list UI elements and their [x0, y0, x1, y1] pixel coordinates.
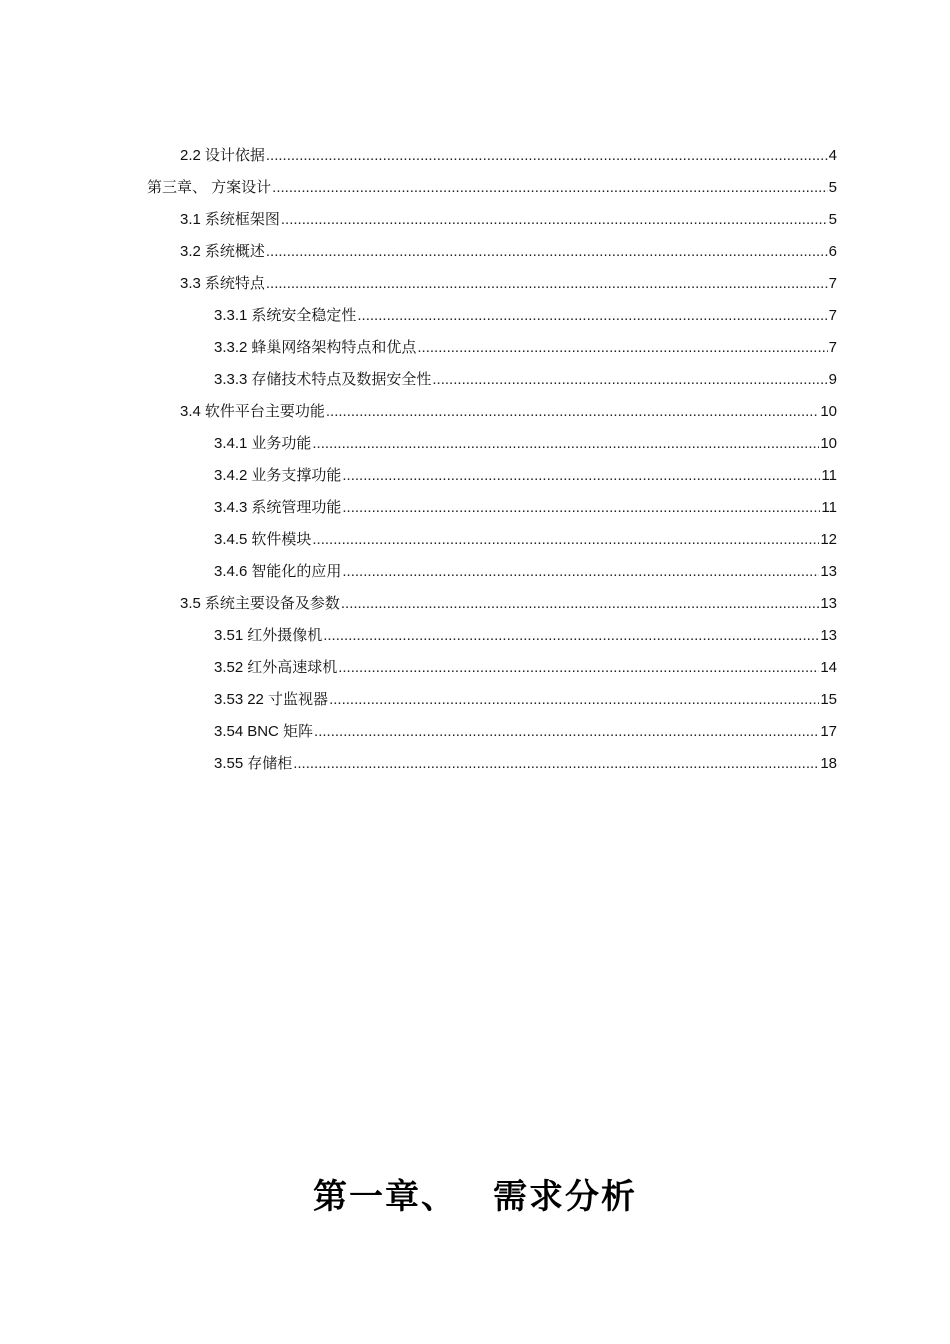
toc-entry-title: 业务支撑功能 [251, 467, 342, 484]
chapter-heading [0, 1171, 950, 1223]
toc-entry-page: 13 [820, 563, 837, 580]
toc-entry-number: 3.3 [180, 275, 201, 292]
toc-entry[interactable] [180, 140, 837, 172]
toc-entry-title: 设计依据 [204, 147, 265, 164]
toc-entry[interactable] [214, 428, 837, 460]
toc-entry-title: 红外高速球机 [247, 659, 338, 676]
toc-entry-number: 3.2 [180, 243, 201, 260]
toc-entry-title: 系统主要设备及参数 [204, 595, 340, 612]
toc-entry-title: BNC 矩阵 [247, 723, 314, 740]
toc-dot-leader [293, 748, 819, 780]
toc-entry-page: 14 [820, 659, 837, 676]
toc-entry-title: 系统特点 [204, 275, 265, 292]
toc-entry[interactable] [214, 556, 837, 588]
toc-dot-leader [314, 716, 819, 748]
toc-entry[interactable] [214, 332, 837, 364]
toc-entry[interactable] [214, 460, 837, 492]
toc-entry-page: 11 [821, 499, 837, 516]
toc-entry-page: 10 [820, 403, 837, 420]
toc-entry-page: 13 [820, 627, 837, 644]
toc-entry-title: 软件平台主要功能 [204, 403, 325, 420]
toc-entry-number: 3.5 [180, 595, 201, 612]
toc-dot-leader [342, 492, 820, 524]
toc-entry-number: 3.3.1 [214, 307, 248, 324]
toc-entry-title: 蜂巢网络架构特点和优点 [251, 339, 417, 356]
toc-entry-page: 13 [820, 595, 837, 612]
toc-entry-title: 系统框架图 [204, 211, 280, 228]
toc-dot-leader [432, 364, 827, 396]
toc-entry-page: 4 [828, 147, 837, 164]
toc-entry[interactable] [180, 588, 837, 620]
toc-entry-title: 系统管理功能 [251, 499, 342, 516]
toc-entry[interactable] [214, 364, 837, 396]
toc-dot-leader [266, 140, 828, 172]
toc-entry-page: 15 [820, 691, 837, 708]
toc-dot-leader [323, 620, 819, 652]
chapter-label: 第一章、 [313, 1176, 457, 1217]
toc-entry-page: 5 [828, 211, 837, 228]
toc-entry[interactable] [214, 524, 837, 556]
toc-entry-page: 7 [828, 307, 837, 324]
toc-dot-leader [342, 556, 819, 588]
toc-entry-number: 2.2 [180, 147, 201, 164]
toc-dot-leader [312, 524, 819, 556]
toc-entry-number: 3.4.2 [214, 467, 248, 484]
toc-dot-leader [342, 460, 820, 492]
toc-entry-page: 9 [828, 371, 837, 388]
toc-dot-leader [329, 684, 819, 716]
toc-entry-number: 3.4.5 [214, 531, 248, 548]
toc-dot-leader [417, 332, 827, 364]
toc-entry-title: 存储柜 [247, 755, 293, 772]
toc-entry-title: 第三章、 方案设计 [147, 179, 272, 196]
toc-entry-number: 3.4.3 [214, 499, 248, 516]
toc-entry-number: 3.3.3 [214, 371, 248, 388]
toc-entry-number: 3.51 [214, 627, 244, 644]
toc-entry[interactable] [214, 748, 837, 780]
toc-entry-title: 红外摄像机 [247, 627, 323, 644]
toc-entry[interactable] [180, 204, 837, 236]
toc-entry-number: 3.4 [180, 403, 201, 420]
toc-entry-page: 11 [821, 467, 837, 484]
toc-dot-leader [266, 268, 828, 300]
toc-entry[interactable] [214, 492, 837, 524]
toc-entry-number: 3.55 [214, 755, 244, 772]
toc-dot-leader [266, 236, 828, 268]
toc-entry[interactable] [180, 396, 837, 428]
toc-entry-title: 智能化的应用 [251, 563, 342, 580]
toc-entry[interactable] [214, 652, 837, 684]
toc-entry-page: 7 [828, 339, 837, 356]
toc-entry-number: 3.54 [214, 723, 244, 740]
toc-dot-leader [338, 652, 819, 684]
toc-entry-page: 10 [820, 435, 837, 452]
toc-entry-number: 3.4.6 [214, 563, 248, 580]
toc-dot-leader [341, 588, 819, 620]
toc-entry-title: 存储技术特点及数据安全性 [251, 371, 432, 388]
toc-entry-page: 12 [820, 531, 837, 548]
toc-dot-leader [357, 300, 827, 332]
toc-entry-title: 业务功能 [251, 435, 312, 452]
toc-entry[interactable] [180, 268, 837, 300]
toc-entry[interactable] [214, 620, 837, 652]
toc-entry-page: 17 [820, 723, 837, 740]
toc-entry-page: 6 [828, 243, 837, 260]
toc-entry[interactable] [214, 684, 837, 716]
toc-entry[interactable] [214, 716, 837, 748]
toc-entry-title: 软件模块 [251, 531, 312, 548]
toc-entry-title: 系统安全稳定性 [251, 307, 357, 324]
toc-entry-title: 22 寸监视器 [247, 691, 329, 708]
toc-entry-number: 3.4.1 [214, 435, 248, 452]
toc-dot-leader [281, 204, 828, 236]
toc-entry-page: 18 [820, 755, 837, 772]
toc-entry-number: 3.3.2 [214, 339, 248, 356]
toc-dot-leader [272, 172, 827, 204]
toc-dot-leader [312, 428, 819, 460]
toc-entry[interactable] [147, 172, 837, 204]
toc-entry[interactable] [214, 300, 837, 332]
toc-entry-page: 7 [828, 275, 837, 292]
toc-entry-number: 3.53 [214, 691, 244, 708]
toc-entry-number: 3.1 [180, 211, 201, 228]
chapter-title: 需求分析 [493, 1176, 637, 1217]
toc-entry-title: 系统概述 [204, 243, 265, 260]
toc-entry[interactable] [180, 236, 837, 268]
toc-entry-number: 3.52 [214, 659, 244, 676]
toc-dot-leader [326, 396, 819, 428]
toc-entry-page: 5 [828, 179, 837, 196]
